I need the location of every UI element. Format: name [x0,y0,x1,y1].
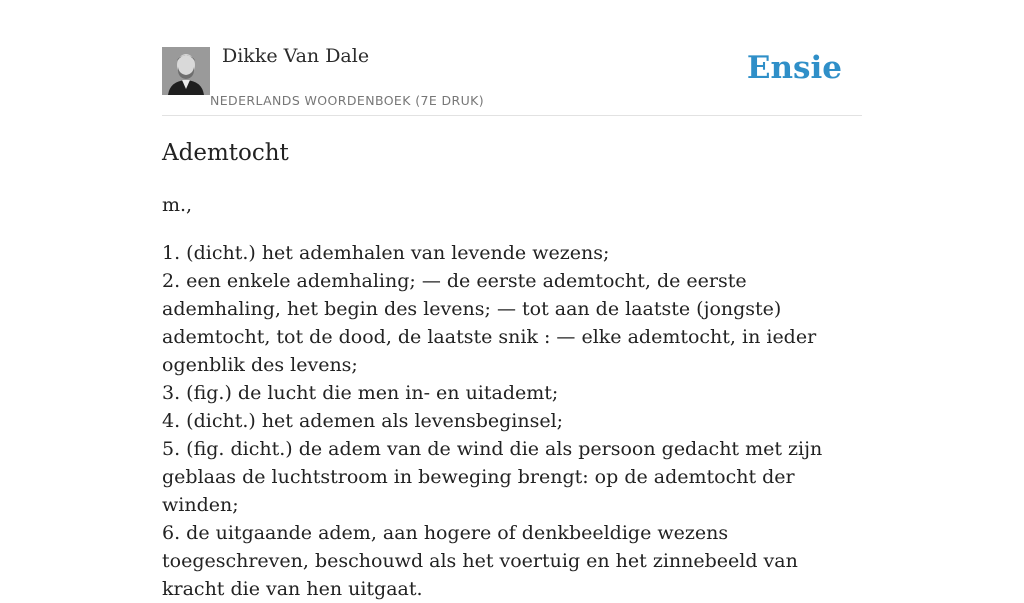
author-avatar[interactable] [162,47,210,95]
definition-item: 4. (dicht.) het ademen als levensbeginsel; [162,410,564,432]
entry-title: Ademtocht [162,140,289,166]
entry-header [162,0,862,116]
definition-item: 6. de uitgaande adem, aan hogere of denkbeeldige wezens toegeschreven, beschouwd als het voertuig en het zinnebeeld van kracht die van hen uitgaat. [162,522,798,600]
entry-page [162,0,862,600]
definition-item: 2. een enkele ademhaling; — de eerste ademtocht, de eerste ademhaling, het begin des levens; — tot aan de laatste (jongste) ademtocht, tot de dood, de laatste snik : — elke ademtocht, in ieder ogenblik des levens; [162,270,817,376]
definition-item: 5. (fig. dicht.) de adem van de wind die als persoon gedacht met zijn geblaas de luchtstroom in beweging brengt: op de ademtocht der winden; [162,438,823,516]
author-name[interactable]: Dikke Van Dale [222,45,370,67]
definition-list [162,239,862,603]
definition-item: 3. (fig.) de lucht die men in- en uitademt; [162,382,559,404]
portrait-icon [162,47,210,95]
part-of-speech: m., [162,194,193,216]
source-label: NEDERLANDS WOORDENBOEK (7E DRUK) [210,93,485,108]
definition-item: 1. (dicht.) het ademhalen van levende wezens; [162,242,610,264]
brand-logo[interactable]: Ensie [746,50,842,86]
